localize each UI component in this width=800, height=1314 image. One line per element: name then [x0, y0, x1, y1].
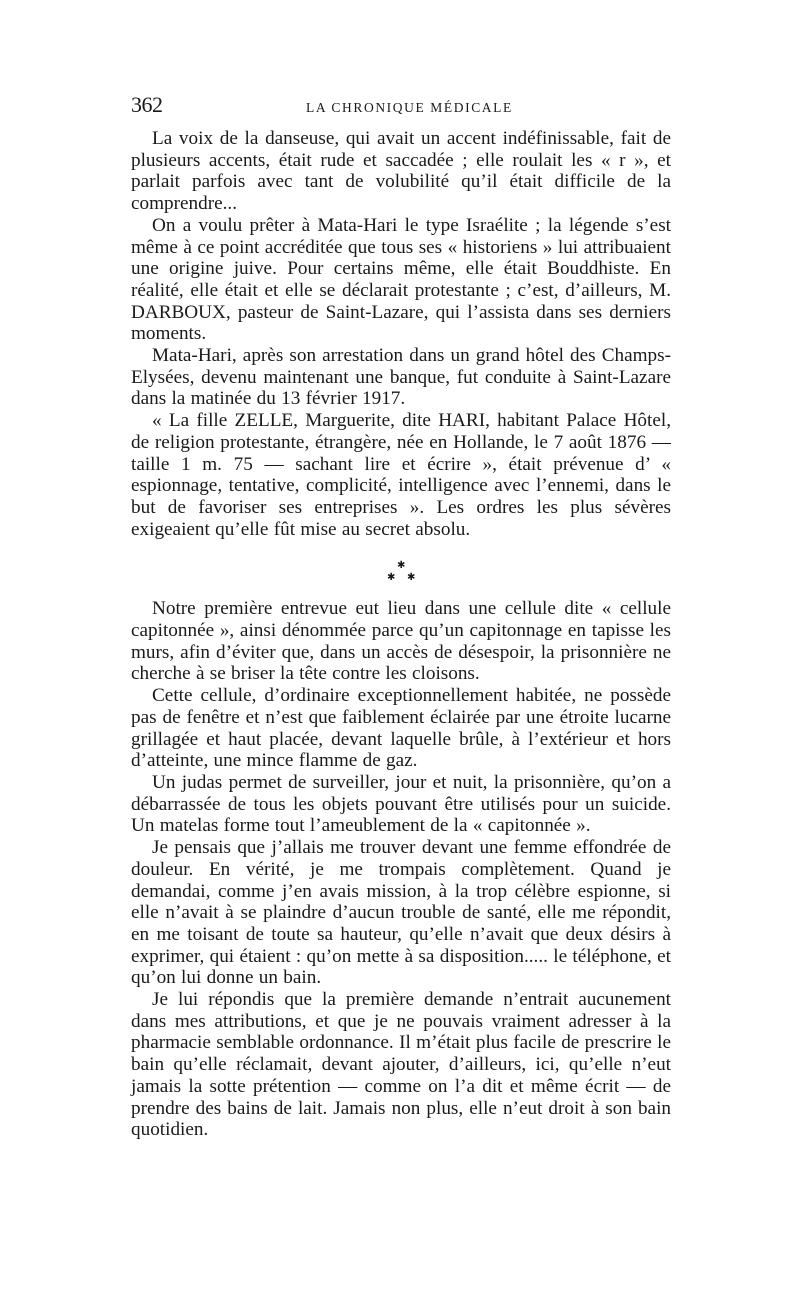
paragraph: Mata-Hari, après son arrestation dans un grand hôtel des Champs-Elysées, devenu maintenant une banque, fut conduite à Saint-Lazare dans la matinée du 13 février 1917. [131, 345, 671, 410]
section-separator [131, 540, 671, 598]
paragraph: Je pensais que j’allais me trouver devant une femme effondrée de douleur. En vérité, je me trompais complètement. Quand je demandai, comme j’en avais mission, à la trop célèbre espionne, si elle n’avait à se plaindre d’aucun trouble de santé, elle me répondit, en me toisant de toute sa hauteur, qu’elle n’avait que deux désirs à exprimer, qui étaient : qu’on mette à sa disposition..... le téléphone, et qu’on lui donne un bain. [131, 837, 671, 989]
paragraph: « La fille ZELLE, Marguerite, dite HARI, habitant Palace Hôtel, de religion protestante, étrangère, née en Hollande, le 7 août 1876 — taille 1 m. 75 — sachant lire et écrire », était prévenue d’ « espionnage, tentative, complicité, intelligence avec l’ennemi, dans le but de favoriser ses entreprises ». Les ordres les plus sévères exigeaient qu’elle fût mise au secret absolu. [131, 410, 671, 540]
paragraph: La voix de la danseuse, qui avait un accent indéfinissable, fait de plusieurs accents, était rude et saccadée ; elle roulait les « r », et parlait parfois avec tant de volubilité qu’il était difficile de la comprendre... [131, 128, 671, 215]
paragraph: Je lui répondis que la première demande n’entrait aucunement dans mes attributions, et que je ne pouvais vraiment adresser à la pharmacie semblable ordonnance. Il m’était plus facile de prescrire le bain qu’elle réclamait, devant ajouter, d’ailleurs, ici, qu’elle n’eut jamais la sotte prétention — comme on l’a dit et même écrit — de prendre des bains de lait. Jamais non plus, elle n’eut droit à son bain quotidien. [131, 989, 671, 1141]
page-body [131, 128, 671, 1141]
paragraph: On a voulu prêter à Mata-Hari le type Israélite ; la légende s’est même à ce point accréditée que tous ses « historiens » lui attribuaient une origine juive. Pour certains même, elle était Bouddhiste. En réalité, elle était et elle se déclarait protestante ; c’est, d’ailleurs, M. DARBOUX, pasteur de Saint-Lazare, qui l’assista dans ses derniers moments. [131, 214, 671, 345]
asterism-icon: ✱ ✱ ✱ [387, 560, 416, 584]
page-number: 362 [131, 92, 163, 117]
paragraph: Un judas permet de surveiller, jour et nuit, la prisonnière, qu’on a débarrassée de tous les objets pouvant être utilisés pour un suicide. Un matelas forme tout l’ameublement de la « capitonnée ». [131, 771, 671, 837]
running-head: LA CHRONIQUE MÉDICALE [306, 100, 513, 115]
page-header [131, 92, 671, 122]
paragraph: Cette cellule, d’ordinaire exceptionnellement habitée, ne possède pas de fenêtre et n’est que faiblement éclairée par une étroite lucarne grillagée et haut placée, devant laquelle brûle, à l’extérieur et hors d’atteinte, une mince flamme de gaz. [131, 685, 671, 772]
paragraph: Notre première entrevue eut lieu dans une cellule dite « cellule capitonnée », ainsi dénommée parce qu’un capitonnage en tapisse les murs, afin d’éviter que, dans un accès de désespoir, la prisonnière ne cherche à se briser la tête contre les cloisons. [131, 598, 671, 685]
